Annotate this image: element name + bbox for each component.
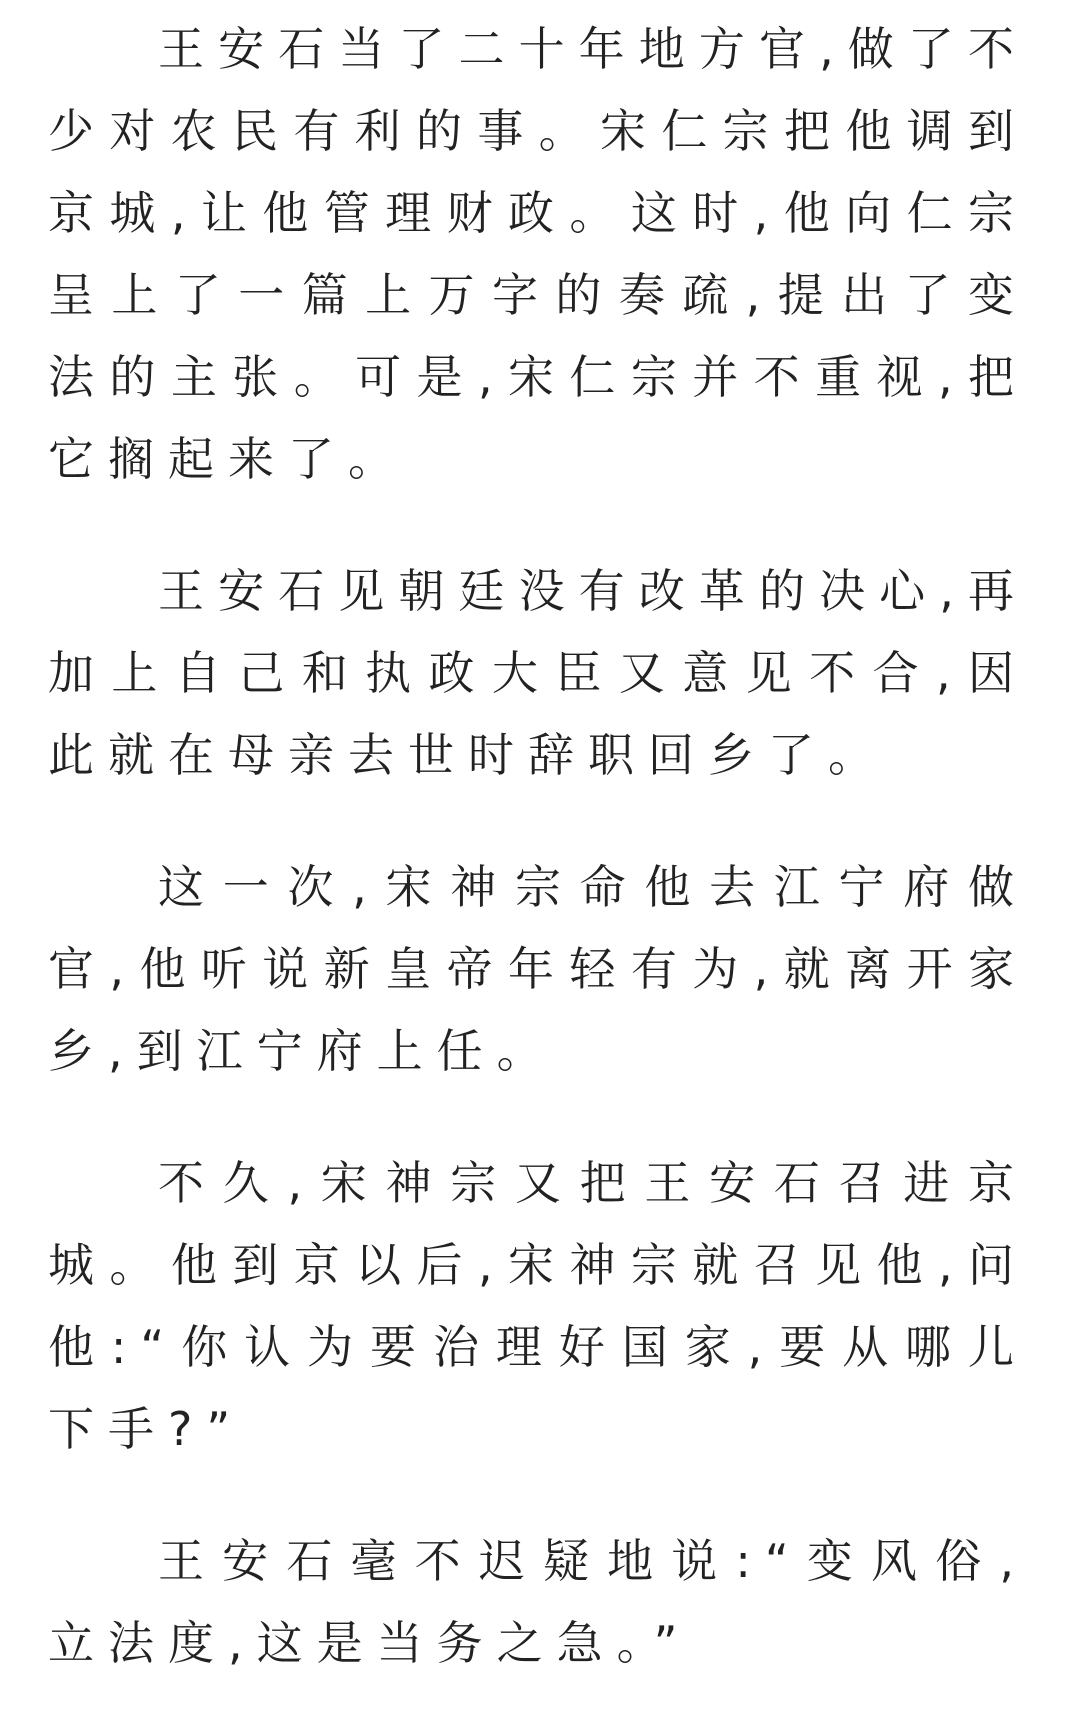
paragraph-1: 王安石当了二十年地方官,做了不少对农民有利的事。宋仁宗把他调到京城,让他管理财政。这时,他向仁宗呈上了一篇上万字的奏疏,提出了变法的主张。可是,宋仁宗并不重视,把它搁起来了。	[48, 22, 1028, 486]
paragraph-5: 王安石毫不迟疑地说:“变风俗,立法度,这是当务之急。”	[48, 1534, 1028, 1670]
paragraph-3: 这一次,宋神宗命他去江宁府做官,他听说新皇帝年轻有为,就离开家乡,到江宁府上任。	[48, 860, 1028, 1078]
paragraph-4: 不久,宋神宗又把王安石召进京城。他到京以后,宋神宗就召见他,问他:“你认为要治理好国家,要从哪儿下手?”	[48, 1156, 1028, 1456]
paragraph-2: 王安石见朝廷没有改革的决心,再加上自己和执政大臣又意见不合,因此就在母亲去世时辞职回乡了。	[48, 564, 1028, 782]
article-body	[48, 8, 1028, 1734]
